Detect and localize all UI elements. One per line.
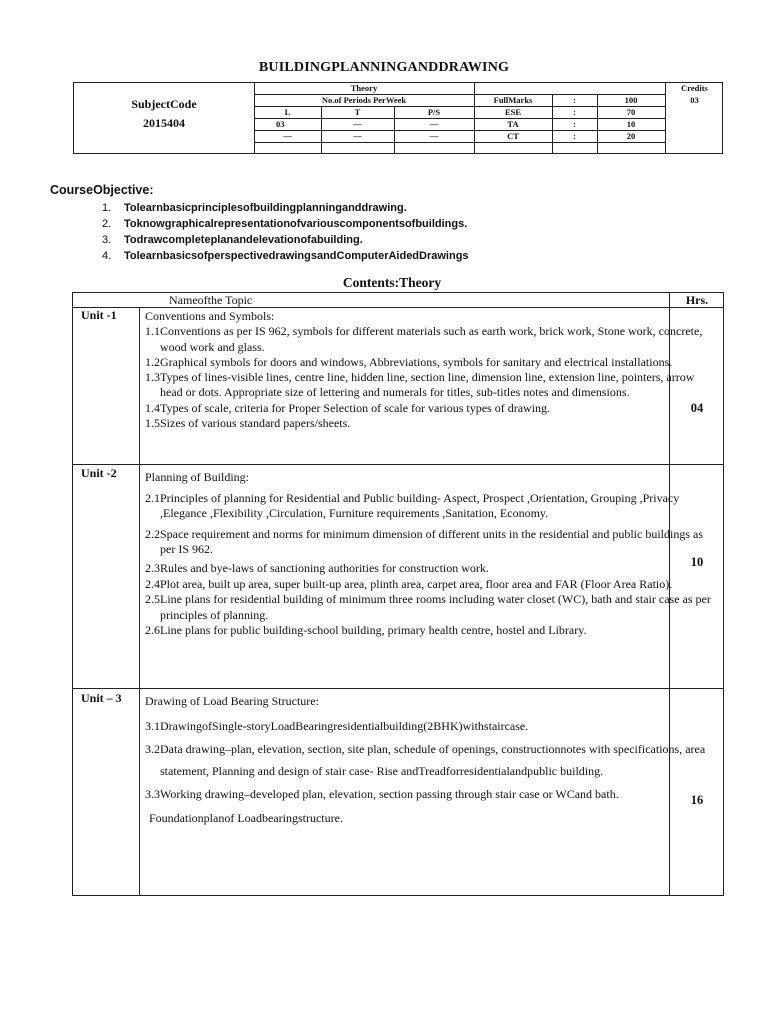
full-marks-label: FullMarks [493, 95, 533, 105]
colon: : [573, 131, 576, 141]
subject-info-table [73, 82, 723, 154]
contents-heading: Contents:Theory [342, 275, 442, 290]
contents-table [72, 292, 724, 896]
period-col-t: T [354, 107, 361, 117]
periods-label: No.of Periods PerWeek [321, 95, 407, 105]
period-empty: — [353, 131, 362, 141]
subject-code-label: SubjectCode [131, 97, 197, 111]
full-marks-value: 100 [624, 95, 638, 105]
unit-footer-note: Foundationplanof Loadbearingstructure. [149, 811, 343, 825]
objective-item: 2. Toknowgraphicalrepresentationofvariouscomponentsofbuildings. [102, 218, 468, 230]
theory-label: Theory [350, 83, 378, 93]
topic-item: 3.1 DrawingofSingle-storyLoadBearingresidentialbuilding(2BHK)withstaircase. [145, 719, 529, 733]
course-objective-list [102, 200, 469, 264]
course-objective-heading: CourseObjective: [50, 183, 154, 197]
mark-name: ESE [504, 107, 522, 117]
unit-label: Unit – 3 [81, 691, 122, 705]
unit-1-topics [145, 309, 720, 431]
colon: : [573, 119, 576, 129]
period-col-l: L [284, 107, 291, 117]
credits-value: 03 [690, 95, 699, 105]
topic-item: 1.2 Graphical symbols for doors and windows, Abbreviations, symbols for sanitary and electrical installations. [145, 354, 673, 369]
unit-3-topics [145, 693, 720, 830]
objective-item: 4. TolearnbasicsofperspectivedrawingsandComputerAidedDrawings [102, 250, 469, 262]
unit-title: Conventions and Symbols: [145, 309, 275, 323]
unit-title: Planning of Building: [145, 470, 250, 484]
objective-item: 1. Tolearnbasicprinciplesofbuildingplanninganddrawing. [102, 202, 407, 214]
unit-2-topics [145, 470, 720, 639]
unit-title: Drawing of Load Bearing Structure: [145, 694, 319, 708]
mark-value: 20 [626, 131, 636, 141]
mark-name: TA [507, 119, 519, 129]
period-value-t: — [353, 119, 362, 129]
period-empty: — [429, 131, 439, 141]
period-empty: — [283, 131, 292, 141]
column-hrs-header: Hrs. [685, 293, 709, 307]
period-value-l: 03 [276, 119, 285, 129]
unit-hours: 04 [690, 401, 704, 415]
topic-item: 1.3 Types of lines-visible lines, centre line, hidden line, section line, dimension line, extension line, pointers, arrow head or dots. Appropriate size of lettering and numerals for titles, sub-titles notes and dimensions. [145, 370, 695, 400]
topic-item: 1.5 Sizes of various standard papers/sheets. [145, 416, 351, 431]
mark-value: 70 [626, 107, 636, 117]
topic-item: 3.3 Working drawing–developed plan, elevation, section passing through stair case or WCand bath. [145, 786, 619, 801]
topic-item: 2.3 Rules and bye-laws of sanctioning authorities for construction work. [145, 560, 489, 575]
unit-label: Unit -1 [81, 308, 117, 322]
topic-item: 2.1 Principles of planning for Residential and Public building- Aspect, Prospect ,Orientation, Grouping ,Privacy ,Elegance ,Flexibility ,Circulation, Furniture requirements ,Sanitation, Economy. [145, 490, 680, 521]
topic-item: 1.4 Types of scale, criteria for Proper Selection of scale for various types of drawing. [145, 400, 551, 415]
topic-item: 2.6 Line plans for public building-school building, primary health centre, hostel and Library. [145, 623, 587, 638]
column-topic-header: Nameofthe Topic [169, 293, 253, 307]
period-col-ps: P/S [427, 107, 441, 117]
unit-label: Unit -2 [81, 466, 117, 480]
credits-label: Credits [681, 83, 708, 93]
period-value-ps: — [429, 119, 439, 129]
objective-item: 3. Todrawcompleteplanandelevationofabuilding. [102, 234, 363, 246]
subject-code-block [74, 95, 254, 133]
colon: : [573, 95, 576, 105]
unit-hours: 16 [690, 793, 704, 807]
mark-value: 10 [626, 119, 636, 129]
topic-item: 2.4 Plot area, built up area, super built-up area, plinth area, carpet area, floor area and FAR (Floor Area Ratio). [145, 576, 673, 591]
topic-item: 3.2 Data drawing–plan, elevation, section, site plan, schedule of openings, constructionnotes with specifications, area statement, Planning and design of stair case- Rise andTreadforresidentialandpublic building. [145, 741, 706, 778]
topic-item: 2.2 Space requirement and norms for minimum dimension of different units in the residential and public buildings as per IS 962. [145, 526, 703, 557]
unit-hours: 10 [690, 555, 704, 569]
subject-code: 2015404 [143, 116, 185, 130]
mark-name: CT [507, 131, 519, 141]
topic-item: 1.1 Conventions as per IS 962, symbols for different materials such as earth work, brick work, Stone work, concrete, wood work and glass. [145, 324, 703, 354]
topic-item: 2.5 Line plans for residential building of minimum three rooms including water closet (WC), bath and stair case as per principles of planning. [145, 592, 711, 622]
colon: : [573, 107, 576, 117]
document-title: BUILDINGPLANNINGANDDRAWING [258, 60, 510, 75]
